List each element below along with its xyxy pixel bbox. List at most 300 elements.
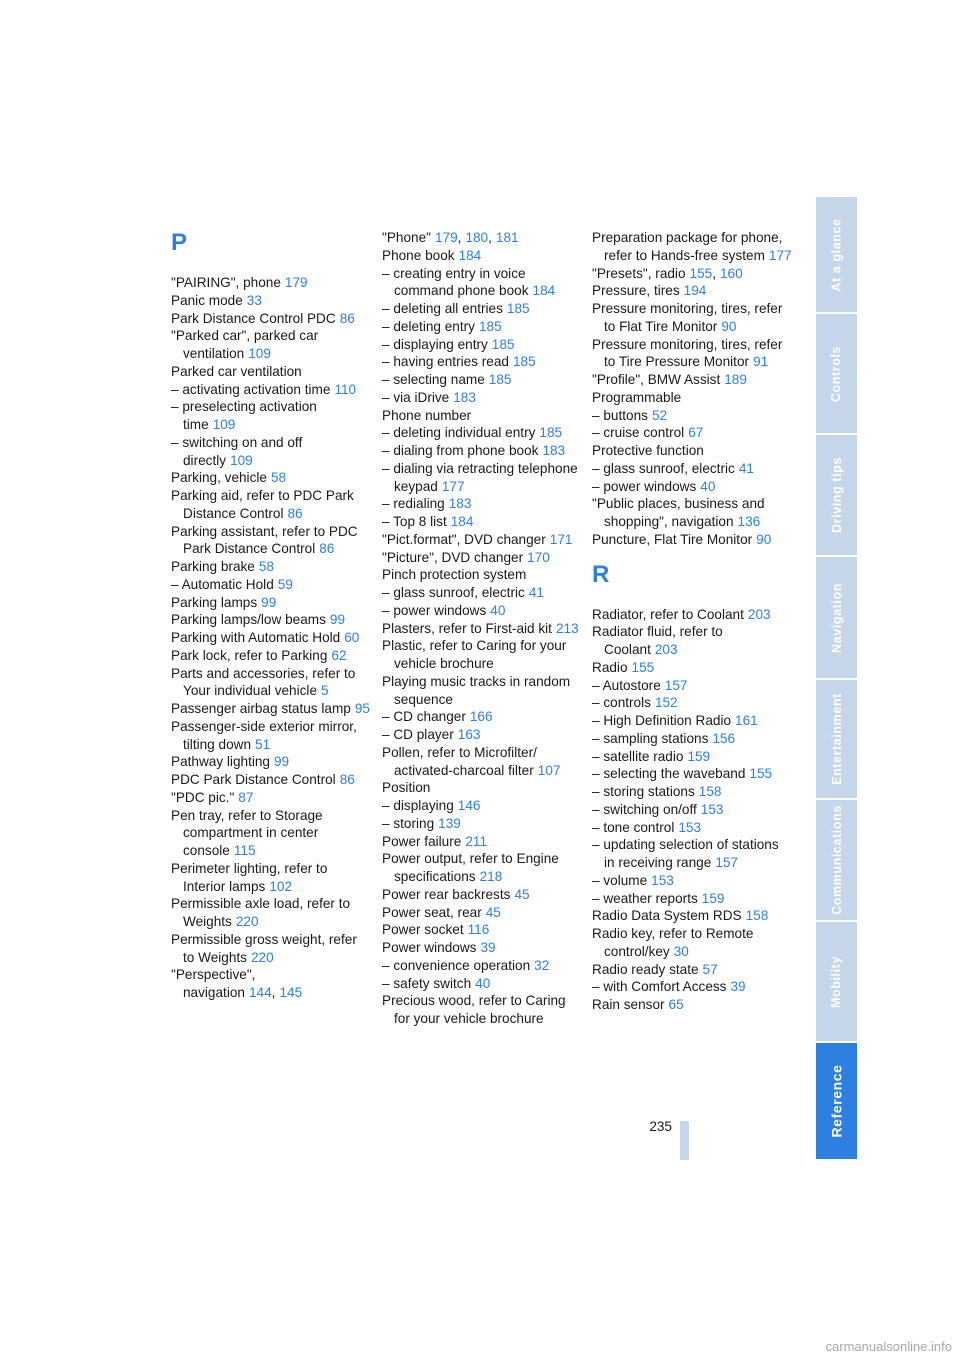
index-entry-text: – deleting entry bbox=[382, 318, 475, 334]
index-entry-text: Passenger airbag status lamp bbox=[171, 701, 351, 716]
page-reference-link[interactable]: 30 bbox=[673, 943, 689, 959]
page-reference-link[interactable]: 159 bbox=[701, 890, 725, 906]
index-entry bbox=[382, 407, 582, 425]
page-reference-link[interactable]: 203 bbox=[747, 606, 771, 622]
index-entry bbox=[382, 833, 582, 851]
page-reference-link[interactable]: 183 bbox=[542, 443, 566, 458]
index-entry bbox=[171, 647, 371, 665]
index-entry-text: – selecting the waveband bbox=[592, 766, 746, 782]
index-entry bbox=[171, 292, 371, 310]
sidebar-tab-communications[interactable] bbox=[816, 800, 857, 920]
page-ref-separator: , bbox=[457, 230, 462, 245]
index-section-letter: R bbox=[592, 560, 610, 588]
page-reference-link[interactable]: 185 bbox=[512, 354, 536, 370]
page-reference-link[interactable]: 87 bbox=[238, 789, 254, 805]
index-entry bbox=[592, 819, 792, 837]
index-entry-text: Parking, vehicle bbox=[171, 470, 267, 486]
index-entry-text: Phone book bbox=[382, 247, 455, 263]
page-reference-link[interactable]: 159 bbox=[687, 748, 711, 764]
index-entry-text: – switching on/off bbox=[592, 801, 697, 817]
index-entry bbox=[171, 487, 371, 523]
index-entry-text: Position bbox=[382, 780, 431, 796]
index-entry-text: – dialing via retracting telephone keypad bbox=[382, 460, 578, 494]
page-reference-link[interactable]: 51 bbox=[255, 736, 271, 752]
index-entry-text: Pressure monitoring, tires, refer to Flat Tire Monitor bbox=[592, 301, 783, 334]
index-entry-text: Pollen, refer to Microfilter/ activated-charcoal filter bbox=[382, 744, 537, 778]
page-number: 235 bbox=[649, 1119, 672, 1134]
index-entry-text: – cruise control bbox=[592, 425, 685, 441]
index-entry bbox=[592, 229, 792, 265]
page-reference-link[interactable]: 86 bbox=[339, 310, 355, 326]
index-entry bbox=[382, 495, 582, 513]
index-entry-text: Radio key, refer to Remote control/key bbox=[592, 926, 754, 959]
index-entry-text: – Top 8 list bbox=[382, 514, 447, 529]
index-entry bbox=[382, 975, 582, 993]
page-reference-link[interactable]: 107 bbox=[537, 762, 561, 778]
index-entry bbox=[171, 310, 371, 328]
index-entry bbox=[382, 300, 582, 318]
page-reference-link[interactable]: 218 bbox=[479, 869, 503, 884]
page-reference-link[interactable]: 99 bbox=[274, 754, 290, 770]
index-entry-text: – redialing bbox=[382, 496, 445, 512]
index-entry bbox=[171, 789, 371, 807]
index-entry bbox=[382, 726, 582, 744]
page-reference-link[interactable]: 153 bbox=[700, 801, 724, 817]
index-entry-text: Parking aid, refer to PDC Park Distance Control bbox=[171, 488, 354, 521]
page-reference-link[interactable]: 146 bbox=[457, 798, 481, 813]
index-entry-text: – Autostore bbox=[592, 677, 661, 693]
page-reference-link[interactable]: 41 bbox=[528, 585, 544, 600]
page-reference-link[interactable]: 158 bbox=[698, 784, 722, 799]
index-entry bbox=[171, 611, 371, 629]
page-reference-link[interactable]: 41 bbox=[738, 460, 754, 476]
index-entry-text: Radio Data System RDS bbox=[592, 908, 742, 924]
index-entry bbox=[592, 478, 792, 496]
page-reference-link[interactable]: 183 bbox=[453, 389, 476, 405]
page-reference-link[interactable]: 109 bbox=[230, 452, 253, 468]
index-entry bbox=[592, 531, 792, 549]
page-reference-link[interactable]: 39 bbox=[730, 979, 746, 995]
index-entry bbox=[171, 895, 371, 931]
page-reference-link[interactable]: 58 bbox=[270, 470, 287, 486]
page-reference-link[interactable]: 185 bbox=[488, 372, 512, 387]
sidebar-tab-at-a-glance[interactable] bbox=[816, 197, 857, 312]
index-entry-text: Park Distance Control PDC bbox=[171, 310, 336, 326]
sidebar-tab-label: Entertainment bbox=[829, 693, 844, 785]
page-reference-link[interactable]: 153 bbox=[678, 819, 702, 835]
page-reference-link[interactable]: 163 bbox=[457, 727, 481, 742]
page-reference-link[interactable]: 102 bbox=[269, 878, 293, 894]
index-entry-text: – displaying entry bbox=[382, 336, 488, 352]
index-entry-text: Parking lamps/low beams bbox=[171, 612, 326, 628]
page-reference-link[interactable]: 33 bbox=[246, 292, 262, 308]
page-reference-link[interactable]: 62 bbox=[331, 647, 347, 663]
page-reference-link[interactable]: 179 bbox=[434, 230, 458, 245]
sidebar-tab-label: Reference bbox=[828, 1064, 845, 1138]
sidebar-tab-label: Navigation bbox=[829, 582, 844, 653]
index-entry bbox=[382, 584, 582, 602]
page-marker-bar bbox=[680, 1121, 689, 1160]
index-entry bbox=[592, 389, 792, 407]
page-reference-link[interactable]: 39 bbox=[480, 940, 496, 955]
index-entry bbox=[592, 606, 792, 624]
page-reference-link[interactable]: 158 bbox=[745, 908, 769, 924]
page-reference-link[interactable]: 40 bbox=[700, 478, 716, 494]
page-reference-link[interactable]: 185 bbox=[539, 425, 563, 441]
index-entry-text: Pathway lighting bbox=[171, 754, 270, 770]
index-entry bbox=[592, 677, 792, 695]
index-entry-text: Programmable bbox=[592, 389, 682, 405]
page-reference-link[interactable]: 99 bbox=[261, 594, 277, 610]
index-entry bbox=[592, 371, 792, 389]
index-entry-text: Power socket bbox=[382, 922, 464, 938]
index-entry-text: Power windows bbox=[382, 940, 477, 955]
index-entry-text: – switching on and off directly bbox=[171, 434, 303, 468]
index-entry-text: – CD changer bbox=[382, 709, 466, 725]
index-entry bbox=[171, 469, 371, 487]
index-entry bbox=[382, 318, 582, 336]
page-ref-separator: , bbox=[271, 985, 276, 1000]
index-entry bbox=[382, 886, 582, 904]
index-entry bbox=[382, 620, 582, 638]
index-entry bbox=[592, 442, 792, 460]
index-entry bbox=[171, 771, 371, 789]
sidebar-tab-reference[interactable] bbox=[816, 1043, 857, 1159]
index-entry-text: Pinch protection system bbox=[382, 567, 527, 583]
page-reference-link[interactable]: 145 bbox=[279, 985, 303, 1000]
page-ref-separator: , bbox=[488, 230, 492, 245]
index-entry bbox=[592, 694, 792, 712]
page-reference-link[interactable]: 153 bbox=[651, 872, 674, 888]
index-entry-text: "Picture", DVD changer bbox=[382, 549, 524, 565]
index-entry-text: – storing bbox=[382, 815, 435, 831]
index-entry-text: – weather reports bbox=[592, 890, 698, 906]
page-reference-link[interactable]: 160 bbox=[720, 265, 743, 281]
index-entry bbox=[382, 779, 582, 797]
index-entry-text: – preselecting activation time bbox=[171, 399, 317, 432]
page-reference-link[interactable]: 194 bbox=[683, 283, 707, 299]
index-entry-text: Rain sensor bbox=[592, 997, 665, 1012]
index-entry-text: Plasters, refer to First-aid kit bbox=[382, 620, 552, 636]
index-entry-text: Plastic, refer to Caring for your vehicle brochure bbox=[382, 638, 567, 671]
page-reference-link[interactable]: 220 bbox=[235, 914, 259, 929]
index-entry bbox=[171, 629, 371, 647]
index-entry bbox=[171, 381, 371, 399]
index-entry bbox=[592, 748, 792, 766]
index-entry bbox=[382, 442, 582, 460]
index-entry bbox=[592, 336, 792, 372]
index-entry bbox=[592, 783, 792, 801]
index-entry-text: Precious wood, refer to Caring for your vehicle brochure bbox=[382, 993, 566, 1026]
page-reference-link[interactable]: 166 bbox=[469, 709, 493, 725]
page-reference-link[interactable]: 86 bbox=[319, 541, 335, 557]
index-entry bbox=[592, 460, 792, 478]
index-section-letter: P bbox=[171, 229, 188, 256]
page-reference-link[interactable]: 152 bbox=[654, 695, 678, 711]
page-reference-link[interactable]: 184 bbox=[450, 514, 474, 529]
index-entry-text: – convenience operation bbox=[382, 957, 531, 973]
index-entry bbox=[592, 300, 792, 336]
page-reference-link[interactable]: 203 bbox=[654, 642, 678, 657]
index-entry bbox=[382, 513, 582, 531]
index-entry bbox=[171, 558, 371, 576]
index-entry-text: "Parked car", parked car ventilation bbox=[171, 328, 319, 361]
page-reference-link[interactable]: 189 bbox=[724, 372, 747, 387]
index-entry-text: – safety switch bbox=[382, 975, 472, 991]
index-entry-text: Passenger-side exterior mirror, tilting down bbox=[171, 718, 357, 752]
page-reference-link[interactable]: 183 bbox=[448, 496, 472, 512]
page-reference-link[interactable]: 65 bbox=[668, 997, 684, 1012]
section-tabs-sidebar bbox=[816, 197, 857, 1161]
index-column-1 bbox=[171, 229, 371, 1002]
sidebar-tab-navigation[interactable] bbox=[816, 557, 857, 678]
page-reference-link[interactable]: 155 bbox=[631, 659, 655, 675]
index-entry bbox=[592, 765, 792, 783]
index-entry-text: – satellite radio bbox=[592, 748, 684, 764]
index-entry-text: Power seat, rear bbox=[382, 904, 482, 920]
index-entry bbox=[171, 363, 371, 381]
index-entry-text: – deleting all entries bbox=[382, 301, 503, 316]
index-entry-text: Pen tray, refer to Storage compartment in center console bbox=[171, 807, 323, 858]
index-entry bbox=[382, 921, 582, 939]
sidebar-tab-entertainment[interactable] bbox=[816, 680, 857, 798]
index-entry bbox=[382, 850, 582, 886]
index-entry-text: – via iDrive bbox=[382, 389, 450, 405]
index-entry-text: Parking brake bbox=[171, 559, 255, 574]
index-entry bbox=[382, 247, 582, 265]
index-entry bbox=[382, 602, 582, 620]
page-reference-link[interactable]: 115 bbox=[233, 843, 256, 858]
page-reference-link[interactable]: 67 bbox=[688, 425, 704, 441]
page-reference-link[interactable]: 90 bbox=[721, 318, 737, 334]
index-entry bbox=[382, 744, 582, 780]
page-reference-link[interactable]: 32 bbox=[534, 957, 550, 973]
page-reference-link[interactable]: 52 bbox=[651, 407, 668, 423]
index-entry bbox=[382, 673, 582, 709]
index-entry bbox=[171, 434, 371, 470]
sidebar-tab-label: Communications bbox=[829, 805, 844, 915]
page-reference-link[interactable]: 59 bbox=[277, 576, 293, 592]
index-entry-text: Parking assistant, refer to PDC Park Distance Control bbox=[171, 523, 358, 557]
sidebar-tab-label: Driving tips bbox=[829, 457, 844, 533]
index-entry-text: – glass sunroof, electric bbox=[382, 585, 525, 600]
index-entry-text: – with Comfort Access bbox=[592, 979, 727, 995]
page-reference-link[interactable]: 109 bbox=[212, 417, 236, 432]
page-reference-link[interactable]: 5 bbox=[321, 683, 329, 699]
index-entry-text: – glass sunroof, electric bbox=[592, 460, 735, 476]
page-reference-link[interactable]: 185 bbox=[506, 301, 530, 316]
index-entry bbox=[382, 957, 582, 975]
page-reference-link[interactable]: 109 bbox=[248, 346, 271, 361]
index-column-2 bbox=[382, 229, 582, 1028]
page-reference-link[interactable]: 184 bbox=[458, 247, 482, 263]
index-entry bbox=[592, 282, 792, 300]
index-entry-text: – dialing from phone book bbox=[382, 443, 539, 458]
index-entry-text: "PAIRING", phone bbox=[171, 275, 281, 290]
index-entry bbox=[592, 712, 792, 730]
index-entry-text: Parking with Automatic Hold bbox=[171, 630, 341, 645]
index-entry bbox=[382, 815, 582, 833]
index-entry-text: Perimeter lighting, refer to Interior lamps bbox=[171, 860, 328, 894]
index-entry bbox=[382, 939, 582, 957]
sidebar-tab-label: Controls bbox=[829, 345, 844, 402]
index-entry-text: Pressure monitoring, tires, refer to Tire Pressure Monitor bbox=[592, 336, 783, 370]
page-reference-link[interactable]: 40 bbox=[475, 975, 491, 991]
index-entry bbox=[382, 531, 582, 549]
index-entry-text: – tone control bbox=[592, 819, 675, 835]
index-column-3 bbox=[592, 229, 792, 1014]
index-entry bbox=[171, 327, 371, 363]
index-entry-text: Park lock, refer to Parking bbox=[171, 647, 328, 663]
index-entry bbox=[171, 931, 371, 967]
index-entry bbox=[592, 407, 792, 425]
index-entry bbox=[592, 890, 792, 908]
index-entry bbox=[592, 836, 792, 872]
watermark: carmanualsonline.info bbox=[825, 1339, 952, 1354]
index-entry bbox=[382, 336, 582, 354]
index-entry-text: Parking lamps bbox=[171, 594, 258, 610]
page-reference-link[interactable]: 157 bbox=[715, 855, 738, 870]
index-entry-text: – CD player bbox=[382, 727, 454, 742]
index-entry-text: – volume bbox=[592, 872, 648, 888]
index-entry bbox=[382, 265, 582, 301]
index-entry bbox=[592, 907, 792, 925]
page-reference-link[interactable]: 155 bbox=[749, 766, 773, 782]
index-entry-text: Radio bbox=[592, 659, 628, 675]
index-entry-text: Power failure bbox=[382, 833, 462, 849]
page-reference-link[interactable]: 177 bbox=[441, 478, 465, 494]
page-reference-link[interactable]: 161 bbox=[735, 713, 758, 728]
index-entry-text: – High Definition Radio bbox=[592, 713, 732, 728]
index-entry-text: Phone number bbox=[382, 407, 472, 423]
sidebar-tab-driving-tips[interactable] bbox=[816, 435, 857, 555]
index-entry-text: Panic mode bbox=[171, 292, 243, 308]
page-reference-link[interactable]: 144 bbox=[248, 985, 272, 1000]
index-entry-text: Power output, refer to Engine specifications bbox=[382, 851, 559, 884]
page-reference-link[interactable]: 45 bbox=[514, 886, 530, 902]
index-entry bbox=[592, 996, 792, 1014]
index-entry bbox=[592, 978, 792, 996]
sidebar-tab-controls[interactable] bbox=[816, 314, 857, 433]
index-entry-text: "Presets", radio bbox=[592, 265, 686, 281]
index-entry bbox=[382, 353, 582, 371]
index-entry-text: Preparation package for phone, refer to Hands-free system bbox=[592, 230, 783, 263]
index-entry bbox=[171, 860, 371, 896]
index-entry bbox=[592, 424, 792, 442]
index-entry bbox=[171, 807, 371, 860]
page-reference-link[interactable]: 99 bbox=[329, 612, 346, 628]
index-entry-text: – creating entry in voice command phone book bbox=[382, 265, 529, 299]
page-reference-link[interactable]: 181 bbox=[495, 230, 519, 245]
page-reference-link[interactable]: 177 bbox=[768, 247, 792, 263]
index-entry bbox=[382, 708, 582, 726]
page-reference-link[interactable]: 139 bbox=[438, 815, 461, 831]
page-reference-link[interactable]: 156 bbox=[712, 730, 736, 746]
index-entry-text: "Pict.format", DVD changer bbox=[382, 531, 546, 547]
index-entry bbox=[382, 371, 582, 389]
page-reference-link[interactable]: 185 bbox=[491, 336, 515, 352]
index-entry bbox=[171, 665, 371, 701]
page-reference-link[interactable]: 95 bbox=[354, 701, 370, 716]
index-entry-text: PDC Park Distance Control bbox=[171, 772, 336, 787]
page-reference-link[interactable]: 157 bbox=[664, 677, 688, 693]
page-reference-link[interactable]: 155 bbox=[689, 265, 713, 281]
index-entry bbox=[592, 659, 792, 677]
index-entry-text: Playing music tracks in random sequence bbox=[382, 673, 571, 707]
index-entry-text: Radiator, refer to Coolant bbox=[592, 606, 744, 622]
page-reference-link[interactable]: 45 bbox=[485, 904, 501, 920]
index-entry-text: Radiator fluid, refer to Coolant bbox=[592, 624, 723, 657]
page-reference-link[interactable]: 171 bbox=[549, 531, 573, 547]
index-entry-text: Permissible gross weight, refer to Weights bbox=[171, 931, 357, 965]
index-entry bbox=[592, 961, 792, 979]
page-reference-link[interactable]: 40 bbox=[490, 602, 506, 618]
index-entry bbox=[382, 389, 582, 407]
page-reference-link[interactable]: 60 bbox=[344, 630, 360, 645]
page-reference-link[interactable]: 180 bbox=[465, 230, 489, 245]
index-entry-text: "PDC pic." bbox=[171, 789, 235, 805]
page-reference-link[interactable]: 116 bbox=[467, 922, 490, 938]
index-entry bbox=[382, 229, 582, 247]
page-reference-link[interactable]: 136 bbox=[737, 514, 761, 529]
sidebar-tab-mobility[interactable] bbox=[816, 922, 857, 1041]
page-reference-link[interactable]: 91 bbox=[753, 354, 769, 370]
page-reference-link[interactable]: 86 bbox=[287, 505, 303, 521]
page-reference-link[interactable]: 58 bbox=[258, 559, 274, 574]
index-entry bbox=[592, 265, 792, 283]
index-entry-text: Puncture, Flat Tire Monitor bbox=[592, 531, 753, 547]
page-reference-link[interactable]: 179 bbox=[284, 275, 308, 290]
index-entry bbox=[171, 753, 371, 771]
page-reference-link[interactable]: 170 bbox=[527, 549, 550, 565]
page-reference-link[interactable]: 184 bbox=[532, 283, 556, 299]
index-entry-text: "Profile", BMW Assist bbox=[592, 372, 721, 387]
index-entry-text: "Public places, business and shopping", navigation bbox=[592, 496, 765, 529]
page-reference-link[interactable]: 213 bbox=[555, 620, 579, 636]
index-entry bbox=[171, 718, 371, 754]
page-reference-link[interactable]: 57 bbox=[702, 961, 718, 977]
sidebar-tab-label: Mobility bbox=[829, 955, 844, 1008]
index-entry-text: – power windows bbox=[382, 602, 487, 618]
index-entry bbox=[171, 523, 371, 559]
index-entry-text: "Perspective", navigation bbox=[171, 967, 256, 1000]
page-reference-link[interactable]: 211 bbox=[465, 833, 488, 849]
index-entry bbox=[382, 549, 582, 567]
index-entry bbox=[382, 637, 582, 673]
sidebar-tab-label: At a glance bbox=[829, 217, 844, 292]
page-ref-separator: , bbox=[712, 265, 716, 281]
index-entry bbox=[382, 992, 582, 1028]
index-entry-text: – buttons bbox=[592, 407, 648, 423]
index-entry-text: Pressure, tires bbox=[592, 283, 680, 299]
index-entry bbox=[592, 872, 792, 890]
page-reference-link[interactable]: 86 bbox=[339, 772, 355, 787]
page-reference-link[interactable]: 90 bbox=[756, 531, 772, 547]
page-reference-link[interactable]: 110 bbox=[334, 381, 357, 397]
page-reference-link[interactable]: 220 bbox=[250, 949, 274, 965]
index-entry bbox=[171, 398, 371, 434]
index-entry-text: – storing stations bbox=[592, 784, 695, 799]
index-entry bbox=[171, 594, 371, 612]
index-entry-text: – Automatic Hold bbox=[171, 576, 274, 592]
index-entry-text: – selecting name bbox=[382, 372, 485, 387]
index-entry-text: – sampling stations bbox=[592, 730, 709, 746]
index-entry-text: Power rear backrests bbox=[382, 886, 511, 902]
index-entry-text: – having entries read bbox=[382, 354, 509, 370]
page-reference-link[interactable]: 185 bbox=[478, 318, 502, 334]
index-entry bbox=[382, 424, 582, 442]
index-entry bbox=[592, 730, 792, 748]
